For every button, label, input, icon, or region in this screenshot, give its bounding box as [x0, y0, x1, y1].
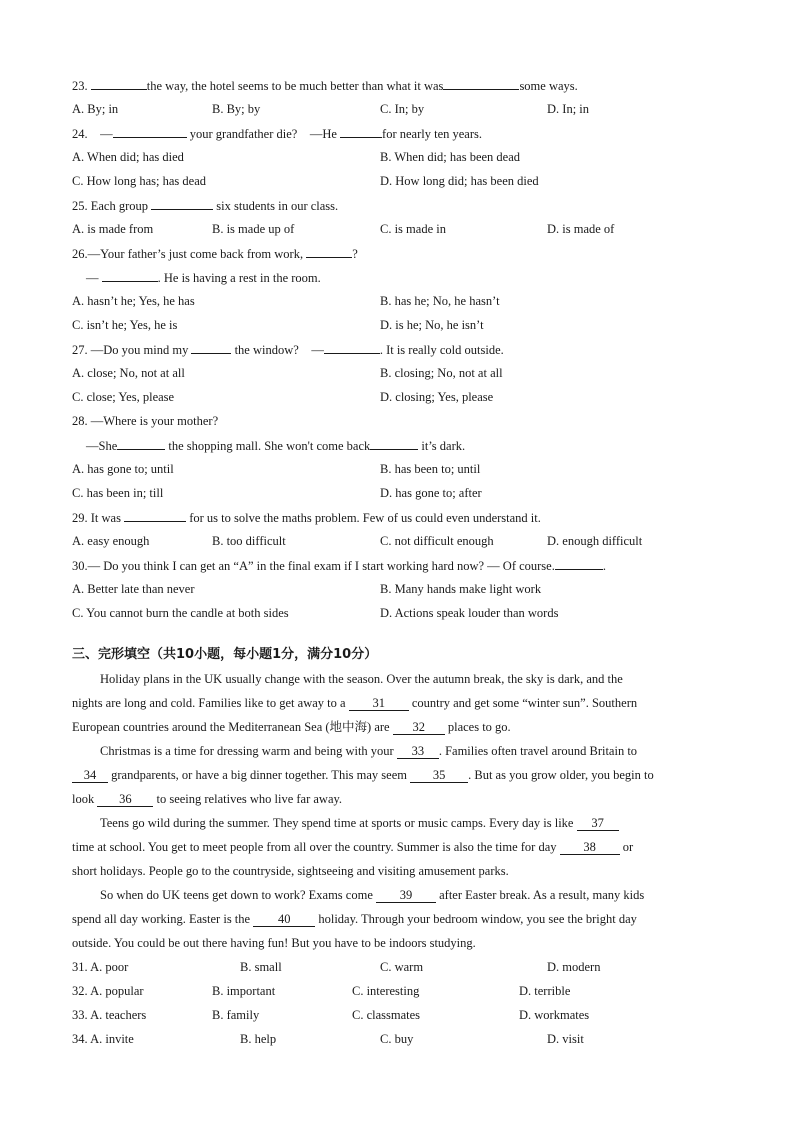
cloze-blank[interactable]: 31	[349, 696, 409, 711]
cloze-option-row-31	[72, 959, 128, 975]
option-a[interactable]: A. hasn’t he; Yes, he has	[72, 294, 195, 308]
passage-text: places to go.	[444, 720, 511, 734]
question-text: your grandfather die?	[186, 127, 298, 141]
cloze-blank[interactable]: 40	[253, 912, 315, 927]
question-text: —He	[309, 127, 341, 141]
passage-text: So when do UK teens get down to work? Exams come	[100, 888, 376, 902]
passage-line	[72, 839, 633, 855]
question-number: 32.	[72, 984, 88, 998]
option-c[interactable]: C. How long has; has dead	[72, 174, 207, 188]
question-number: 34.	[72, 1032, 88, 1046]
question-text: It was	[90, 511, 125, 525]
question-number: 30.	[72, 559, 88, 573]
passage-text: Christmas is a time for dressing warm and being with your	[100, 744, 397, 758]
option-b[interactable]: B. is made up of	[212, 222, 295, 236]
answer-blank[interactable]	[370, 437, 418, 450]
question-28	[72, 413, 218, 429]
option-d[interactable]: D. terrible	[519, 984, 571, 998]
question-27	[72, 341, 504, 358]
option-a[interactable]: A. By; in	[72, 102, 119, 116]
question-number: 26.	[72, 247, 88, 261]
question-text: —	[100, 127, 113, 141]
question-25	[72, 197, 338, 214]
answer-blank[interactable]	[124, 509, 186, 522]
option-c[interactable]: C. interesting	[352, 984, 420, 998]
question-number: 23.	[72, 79, 88, 93]
cloze-option-row-34	[72, 1031, 134, 1047]
option-c[interactable]: C. You cannot burn the candle at both sides	[72, 606, 289, 620]
passage-text: nights are long and cold. Families like to get away to a	[72, 696, 349, 710]
option-d[interactable]: D. is he; No, he isn’t	[380, 318, 484, 332]
question-26-response	[86, 269, 321, 286]
question-text: —Where is your mother?	[90, 414, 219, 428]
cloze-blank[interactable]: 33	[397, 744, 439, 759]
cloze-blank[interactable]: 36	[97, 792, 153, 807]
answer-blank[interactable]	[191, 341, 231, 354]
option-b[interactable]: B. important	[212, 984, 276, 998]
passage-text: Holiday plans in the UK usually change with the season. Over the autumn break, the sky is dark, and the	[100, 672, 623, 686]
question-text: —Do you mind my	[90, 343, 192, 357]
passage-line	[72, 695, 637, 711]
question-30	[72, 557, 606, 574]
option-b[interactable]: B. has he; No, he hasn’t	[380, 294, 500, 308]
option-b[interactable]: B. family	[212, 1008, 260, 1022]
question-number: 31.	[72, 960, 88, 974]
option-d[interactable]: D. is made of	[547, 222, 615, 236]
question-text: Each group	[90, 199, 152, 213]
question-28-response	[86, 437, 465, 454]
option-b[interactable]: B. small	[240, 960, 282, 974]
option-c[interactable]: C. not difficult enough	[380, 534, 494, 548]
question-text: . It is really cold outside.	[379, 343, 504, 357]
cloze-blank[interactable]: 35	[410, 768, 468, 783]
answer-blank[interactable]	[91, 77, 147, 90]
option-a[interactable]: A. Better late than never	[72, 582, 195, 596]
answer-blank[interactable]	[555, 557, 603, 570]
question-text: — Do you think I can get an “A” in the final exam if I start working hard now? — Of course.	[87, 559, 555, 573]
passage-text: or	[619, 840, 634, 854]
question-text: some ways.	[519, 79, 578, 93]
option-d[interactable]: D. In; in	[547, 102, 590, 116]
passage-line	[72, 719, 511, 735]
option-c[interactable]: C. is made in	[380, 222, 446, 236]
option-c[interactable]: C. warm	[380, 960, 424, 974]
passage-text: time at school. You get to meet people from all over the country. Summer is also the time for day	[72, 840, 560, 854]
question-23	[72, 77, 578, 94]
passage-text: . Families often travel around Britain to	[438, 744, 638, 758]
passage-text: look	[72, 792, 98, 806]
question-number: 24.	[72, 127, 88, 141]
section-heading: 三、完形填空（共10小题，每小题1分，满分10分）	[72, 647, 378, 662]
option-c[interactable]: C. has been in; till	[72, 486, 164, 500]
passage-text: . But as you grow older, you begin to	[468, 768, 654, 782]
passage-line	[72, 791, 342, 807]
option-a[interactable]: A. has gone to; until	[72, 462, 174, 476]
answer-blank[interactable]	[151, 197, 213, 210]
cloze-option-row-32	[72, 983, 144, 999]
question-text: . He is having a rest in the room.	[157, 271, 321, 285]
option-a[interactable]: A. close; No, not at all	[72, 366, 185, 380]
question-text: ?	[352, 247, 358, 261]
option-d[interactable]: D. closing; Yes, please	[380, 390, 494, 404]
option-a[interactable]: A. easy enough	[72, 534, 150, 548]
passage-text: Teens go wild during the summer. They spend time at sports or music camps. Every day is like	[100, 816, 577, 830]
passage-text: country and get some “winter sun”. Southern	[408, 696, 638, 710]
question-text: the way, the hotel seems to be much better than what it was	[146, 79, 444, 93]
option-b[interactable]: B. closing; No, not at all	[380, 366, 503, 380]
passage-line	[100, 671, 722, 687]
answer-blank[interactable]	[443, 77, 519, 90]
option-b[interactable]: B. too difficult	[212, 534, 286, 548]
passage-line	[100, 887, 644, 903]
option-c[interactable]: C. In; by	[380, 102, 425, 116]
passage-line: short holidays. People go to the countryside, sightseeing and visiting amusement parks.	[72, 864, 509, 878]
question-26	[72, 245, 358, 262]
question-text: .	[602, 559, 606, 573]
option-d[interactable]: D. modern	[547, 960, 601, 974]
answer-blank[interactable]	[102, 269, 158, 282]
option-b[interactable]: B. By; by	[212, 102, 261, 116]
question-text: —She	[86, 439, 118, 453]
passage-line	[100, 743, 637, 759]
question-text: —	[86, 271, 102, 285]
passage-text: after Easter break. As a result, many kids	[436, 888, 645, 902]
answer-blank[interactable]	[117, 437, 165, 450]
option-b[interactable]: B. help	[240, 1032, 277, 1046]
answer-blank[interactable]	[306, 245, 352, 258]
question-text: for us to solve the maths problem. Few of us could even understand it.	[186, 511, 541, 525]
option-a[interactable]: A. popular	[90, 984, 144, 998]
option-d[interactable]: D. workmates	[519, 1008, 590, 1022]
option-a[interactable]: A. teachers	[90, 1008, 147, 1022]
question-text: —Your father’s just come back from work,	[87, 247, 307, 261]
option-d[interactable]: D. visit	[547, 1032, 584, 1046]
question-text: the shopping mall. She won't come back	[165, 439, 371, 453]
passage-text: holiday. Through your bedroom window, you see the bright day	[315, 912, 637, 926]
cloze-option-row-33	[72, 1007, 146, 1023]
question-text: the window?	[231, 343, 299, 357]
question-text: for nearly ten years.	[382, 127, 482, 141]
passage-text: grandparents, or have a big dinner together. This may seem	[108, 768, 411, 782]
question-text: it’s dark.	[418, 439, 466, 453]
question-text: six students in our class.	[213, 199, 339, 213]
option-d[interactable]: D. enough difficult	[547, 534, 643, 548]
question-text: —	[311, 343, 324, 357]
option-a[interactable]: A. invite	[90, 1032, 134, 1046]
question-29	[72, 509, 541, 526]
option-b[interactable]: B. Many hands make light work	[380, 582, 542, 596]
option-c[interactable]: C. buy	[380, 1032, 414, 1046]
passage-line: outside. You could be out there having fun! But you have to be indoors studying.	[72, 936, 476, 950]
passage-line	[72, 767, 654, 783]
passage-text: to seeing relatives who live far away.	[153, 792, 343, 806]
passage-text: spend all day working. Easter is the	[72, 912, 254, 926]
question-number: 28.	[72, 414, 88, 428]
answer-blank[interactable]	[324, 341, 380, 354]
option-b[interactable]: B. has been to; until	[380, 462, 481, 476]
option-c[interactable]: C. close; Yes, please	[72, 390, 175, 404]
option-a[interactable]: A. is made from	[72, 222, 154, 236]
option-b[interactable]: B. When did; has been dead	[380, 150, 521, 164]
option-d[interactable]: D. How long did; has been died	[380, 174, 539, 188]
question-24	[72, 125, 482, 142]
passage-line	[100, 815, 619, 831]
cloze-blank[interactable]: 39	[376, 888, 436, 903]
question-number: 33.	[72, 1008, 88, 1022]
option-c[interactable]: C. classmates	[352, 1008, 421, 1022]
passage-line	[72, 911, 637, 927]
option-c[interactable]: C. isn’t he; Yes, he is	[72, 318, 178, 332]
option-d[interactable]: D. Actions speak louder than words	[380, 606, 559, 620]
cloze-blank[interactable]: 38	[560, 840, 620, 855]
option-d[interactable]: D. has gone to; after	[380, 486, 482, 500]
cloze-blank[interactable]: 32	[393, 720, 445, 735]
option-a[interactable]: A. When did; has died	[72, 150, 184, 164]
answer-blank[interactable]	[340, 125, 382, 138]
question-number: 27.	[72, 343, 88, 357]
cloze-blank[interactable]: 34	[72, 768, 108, 783]
question-number: 25.	[72, 199, 88, 213]
question-number: 29.	[72, 511, 88, 525]
option-a[interactable]: A. poor	[90, 960, 129, 974]
answer-blank[interactable]	[113, 125, 187, 138]
cloze-blank[interactable]: 37	[577, 816, 619, 831]
passage-text: European countries around the Mediterranean Sea (地中海) are	[72, 720, 393, 734]
